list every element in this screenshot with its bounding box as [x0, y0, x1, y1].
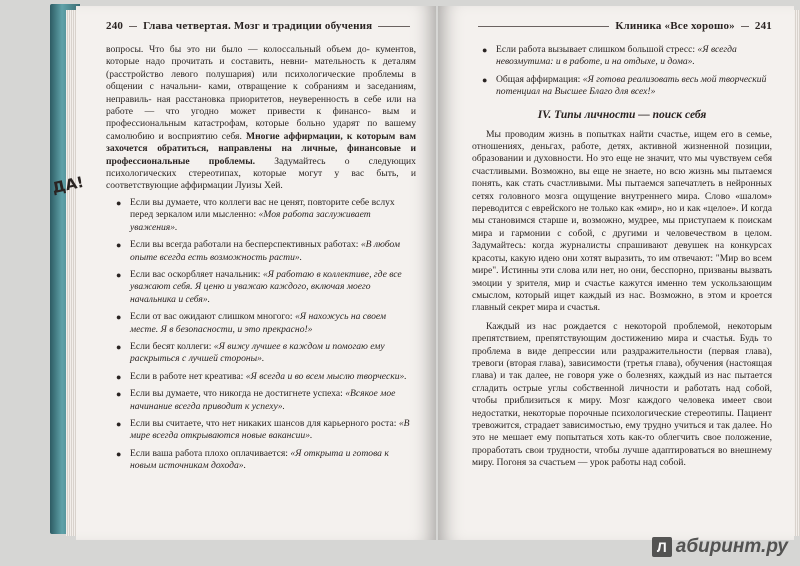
list-item: [106, 418, 416, 443]
list-item: [106, 371, 416, 383]
open-book: [50, 2, 800, 542]
handwritten-margin-note: ДА!: [50, 172, 86, 198]
affirmation-list-right: [472, 44, 772, 99]
list-item: [106, 239, 416, 264]
left-para-line: или на работе — что угодно может привести к финансо-: [106, 93, 416, 118]
bullet-icon: ●: [116, 341, 122, 352]
item-affirmation: «В любом опыте всегда есть возможность расти».: [130, 239, 400, 263]
item-affirmation: «Я всегда невозмутима: и в работе, и на отдыхе, и дома».: [496, 44, 737, 68]
left-page: [50, 6, 436, 540]
list-item: [106, 311, 416, 336]
left-paragraph: [106, 44, 416, 193]
bullet-icon: ●: [482, 74, 488, 85]
right-page: [438, 6, 794, 540]
left-para-line: ная расстановка приоритетов, неуверенность в себе: [156, 93, 382, 105]
header-rule: [741, 26, 749, 27]
left-para-line: кументов, которые надо прочитать и составить, невни-: [106, 44, 417, 68]
bullet-icon: ●: [482, 45, 488, 55]
list-item: [106, 197, 416, 234]
watermark-text: абиринт.ру: [675, 536, 788, 557]
left-para-line: ками, отвращение к собраниям и заседаниям, неправиль-: [106, 81, 416, 105]
list-item: [472, 74, 772, 99]
affirmation-list-left: [106, 197, 416, 473]
right-paragraph-2: Каждый из нас рождается с некоторой проблемой, некоторым препятствием, препятствующим достижению мира и счастья. Будь то проблема в виде депрессии или раздражительности (первая глава), тревоги (вторая глава), зависимости (третья глава), обучения (настоящая глава) и так далее, не говоря уже о болезнях, каждый из нас пытается сгладить острые углы собственной личности и работать над собой, чтобы приблизиться к миру. Мозг каждого человека имеет свои недостатки, некоторые порочные психологические стереотипы. Пациент тревожится, страдает зависимостью, ему трудно учиться и так далее. Но это не мешает ему попытаться хоть как-то облегчить свое положение, проработать свои трудности, чтобы лучше адаптироваться во внешнему миру. Погоня за счастьем — урок работы над собой.: [472, 320, 772, 469]
list-item: [472, 44, 772, 69]
left-para-line: или психологические проблемы в общении с начальни-: [106, 68, 416, 93]
bullet-icon: ●: [116, 312, 122, 323]
item-affirmation: «В мире всегда открываются новые вакансии».: [130, 417, 410, 442]
item-affirmation: «Я работаю в коллективе, где все уважают себя. Я ценю и уважаю каждого, включая моего начальника и себя».: [130, 268, 402, 305]
item-affirmation: «Я нахожусь на своем месте. Я в безопасности, и это прекрасно!»: [130, 311, 387, 335]
item-text: Если вас оскорбляет начальник:: [130, 268, 261, 280]
list-item: [106, 341, 416, 366]
item-text: Общая аффирмация:: [496, 73, 581, 85]
left-running-head: Глава четвертая. Мозг и традиции обучения: [143, 20, 373, 32]
bullet-icon: ●: [116, 269, 122, 280]
list-item: [106, 448, 416, 473]
labirint-logo-icon: Л: [652, 537, 672, 557]
left-para-line: мательность к деталям (расстройство левого полушария): [106, 56, 416, 80]
item-text: Если бесят коллеги:: [130, 340, 212, 352]
item-affirmation: «Я открыта и готова к новым источникам дохода».: [130, 447, 389, 472]
bullet-icon: ●: [116, 371, 122, 382]
left-page-number: 240: [106, 20, 124, 32]
list-item: [106, 269, 416, 306]
item-affirmation: «Я всегда и во всем мыслю творчески».: [245, 370, 407, 382]
item-text: Если работа вызывает слишком большой стресс:: [496, 44, 696, 55]
item-text: Если ваша работа плохо оплачивается:: [130, 447, 288, 459]
section-title: IV. Типы личности — поиск себя: [537, 108, 707, 121]
item-text: Если вы думаете, что никогда не достигнете успеха:: [130, 388, 343, 400]
bullet-icon: ●: [116, 389, 122, 400]
left-para-line: вопросы. Что бы это ни было — колоссальный объем до-: [106, 44, 370, 55]
left-para-line: ударят по вашему самолюбию и восприятию себя.: [106, 118, 416, 142]
right-running-header: [472, 18, 772, 34]
bold-emphasis: Многие аффирмации, к которым вам захочется обратиться, направлены на личные, финансовые и профессиональные проблемы.: [106, 130, 416, 167]
list-item: [106, 388, 416, 413]
header-rule: [378, 26, 410, 27]
left-para-line: вым и профессиональным катастрофам, которые больно: [106, 106, 416, 130]
item-text: Если вы всегда работали на бесперспективных работах:: [130, 239, 359, 251]
item-text: Если вы считаете, что нет никаких шансов для карьерного роста:: [130, 417, 397, 429]
item-text: Если от вас ожидают слишком многого:: [130, 311, 293, 323]
right-page-number: 241: [754, 20, 772, 32]
header-rule: [129, 26, 137, 27]
item-affirmation: «Всякое мое начинание всегда приводит к успеху».: [130, 388, 396, 412]
left-running-header: [106, 18, 416, 34]
header-rule: [478, 26, 609, 27]
labirint-watermark: [652, 536, 788, 558]
bullet-icon: ●: [116, 448, 122, 459]
left-para-tail: Задумайтесь о следующих психологических стереотипах, которые могут у вас быть, и соответствующие аффирмации Луизы Хей.: [106, 155, 416, 192]
right-running-head: Клиника «Все хорошо»: [615, 20, 735, 32]
bullet-icon: ●: [116, 197, 122, 208]
bullet-icon: ●: [116, 240, 122, 251]
item-affirmation: «Я готова реализовать весь мой творческий потенциал на Высшее Благо для всех!»: [496, 73, 767, 98]
item-affirmation: «Я вижу лучшее в каждом и помогаю ему раскрыться с лучшей стороны».: [130, 340, 385, 365]
item-affirmation: «Моя работа заслуживает уважения».: [130, 209, 371, 233]
item-text: Если в работе нет креатива:: [130, 370, 244, 382]
bullet-icon: ●: [116, 418, 122, 429]
item-text: Если вы думаете, что коллеги вас не ценят, повторите себе вслух перед зеркалом или мысленно:: [130, 196, 395, 221]
right-paragraph-1: Мы проводим жизнь в попытках найти счастье, ищем его в семье, отношениях, деньгах, работе, детях, активной жизненной позиции, образовании и духовности. Но это еще не значит, что мы чувствуем себя счастливыми. Возможно, вы еще не знаете, но всю жизнь мы пытаемся понять, как стать счастливыми. Мы пытаемся запечатлеть в нейронных сетях головного мозга ощущение внутреннего мира. Слово «шалом» переводится с еврейского не только как «мир», но и как «целое». И когда мы становимся старше и, возможно, мудрее, мы приступаем к поискам мира и гармонии с собой, с другими и человечеством в целом. Задумайтесь: когда журналисты спрашивают девушек на конкурсах красоты, какую идею они хотят выразить, то им отвечают: "Мир во всем мире". Истинны эти слова или нет, но они, бесспорно, призваны вызвать эмоции у зрителя, мир и счастье кажутся именно тем ускользающим смыслом, который ищет каждый из нас. Возможно, в этом и кроется главный секрет мира и счастья.: [472, 128, 772, 314]
